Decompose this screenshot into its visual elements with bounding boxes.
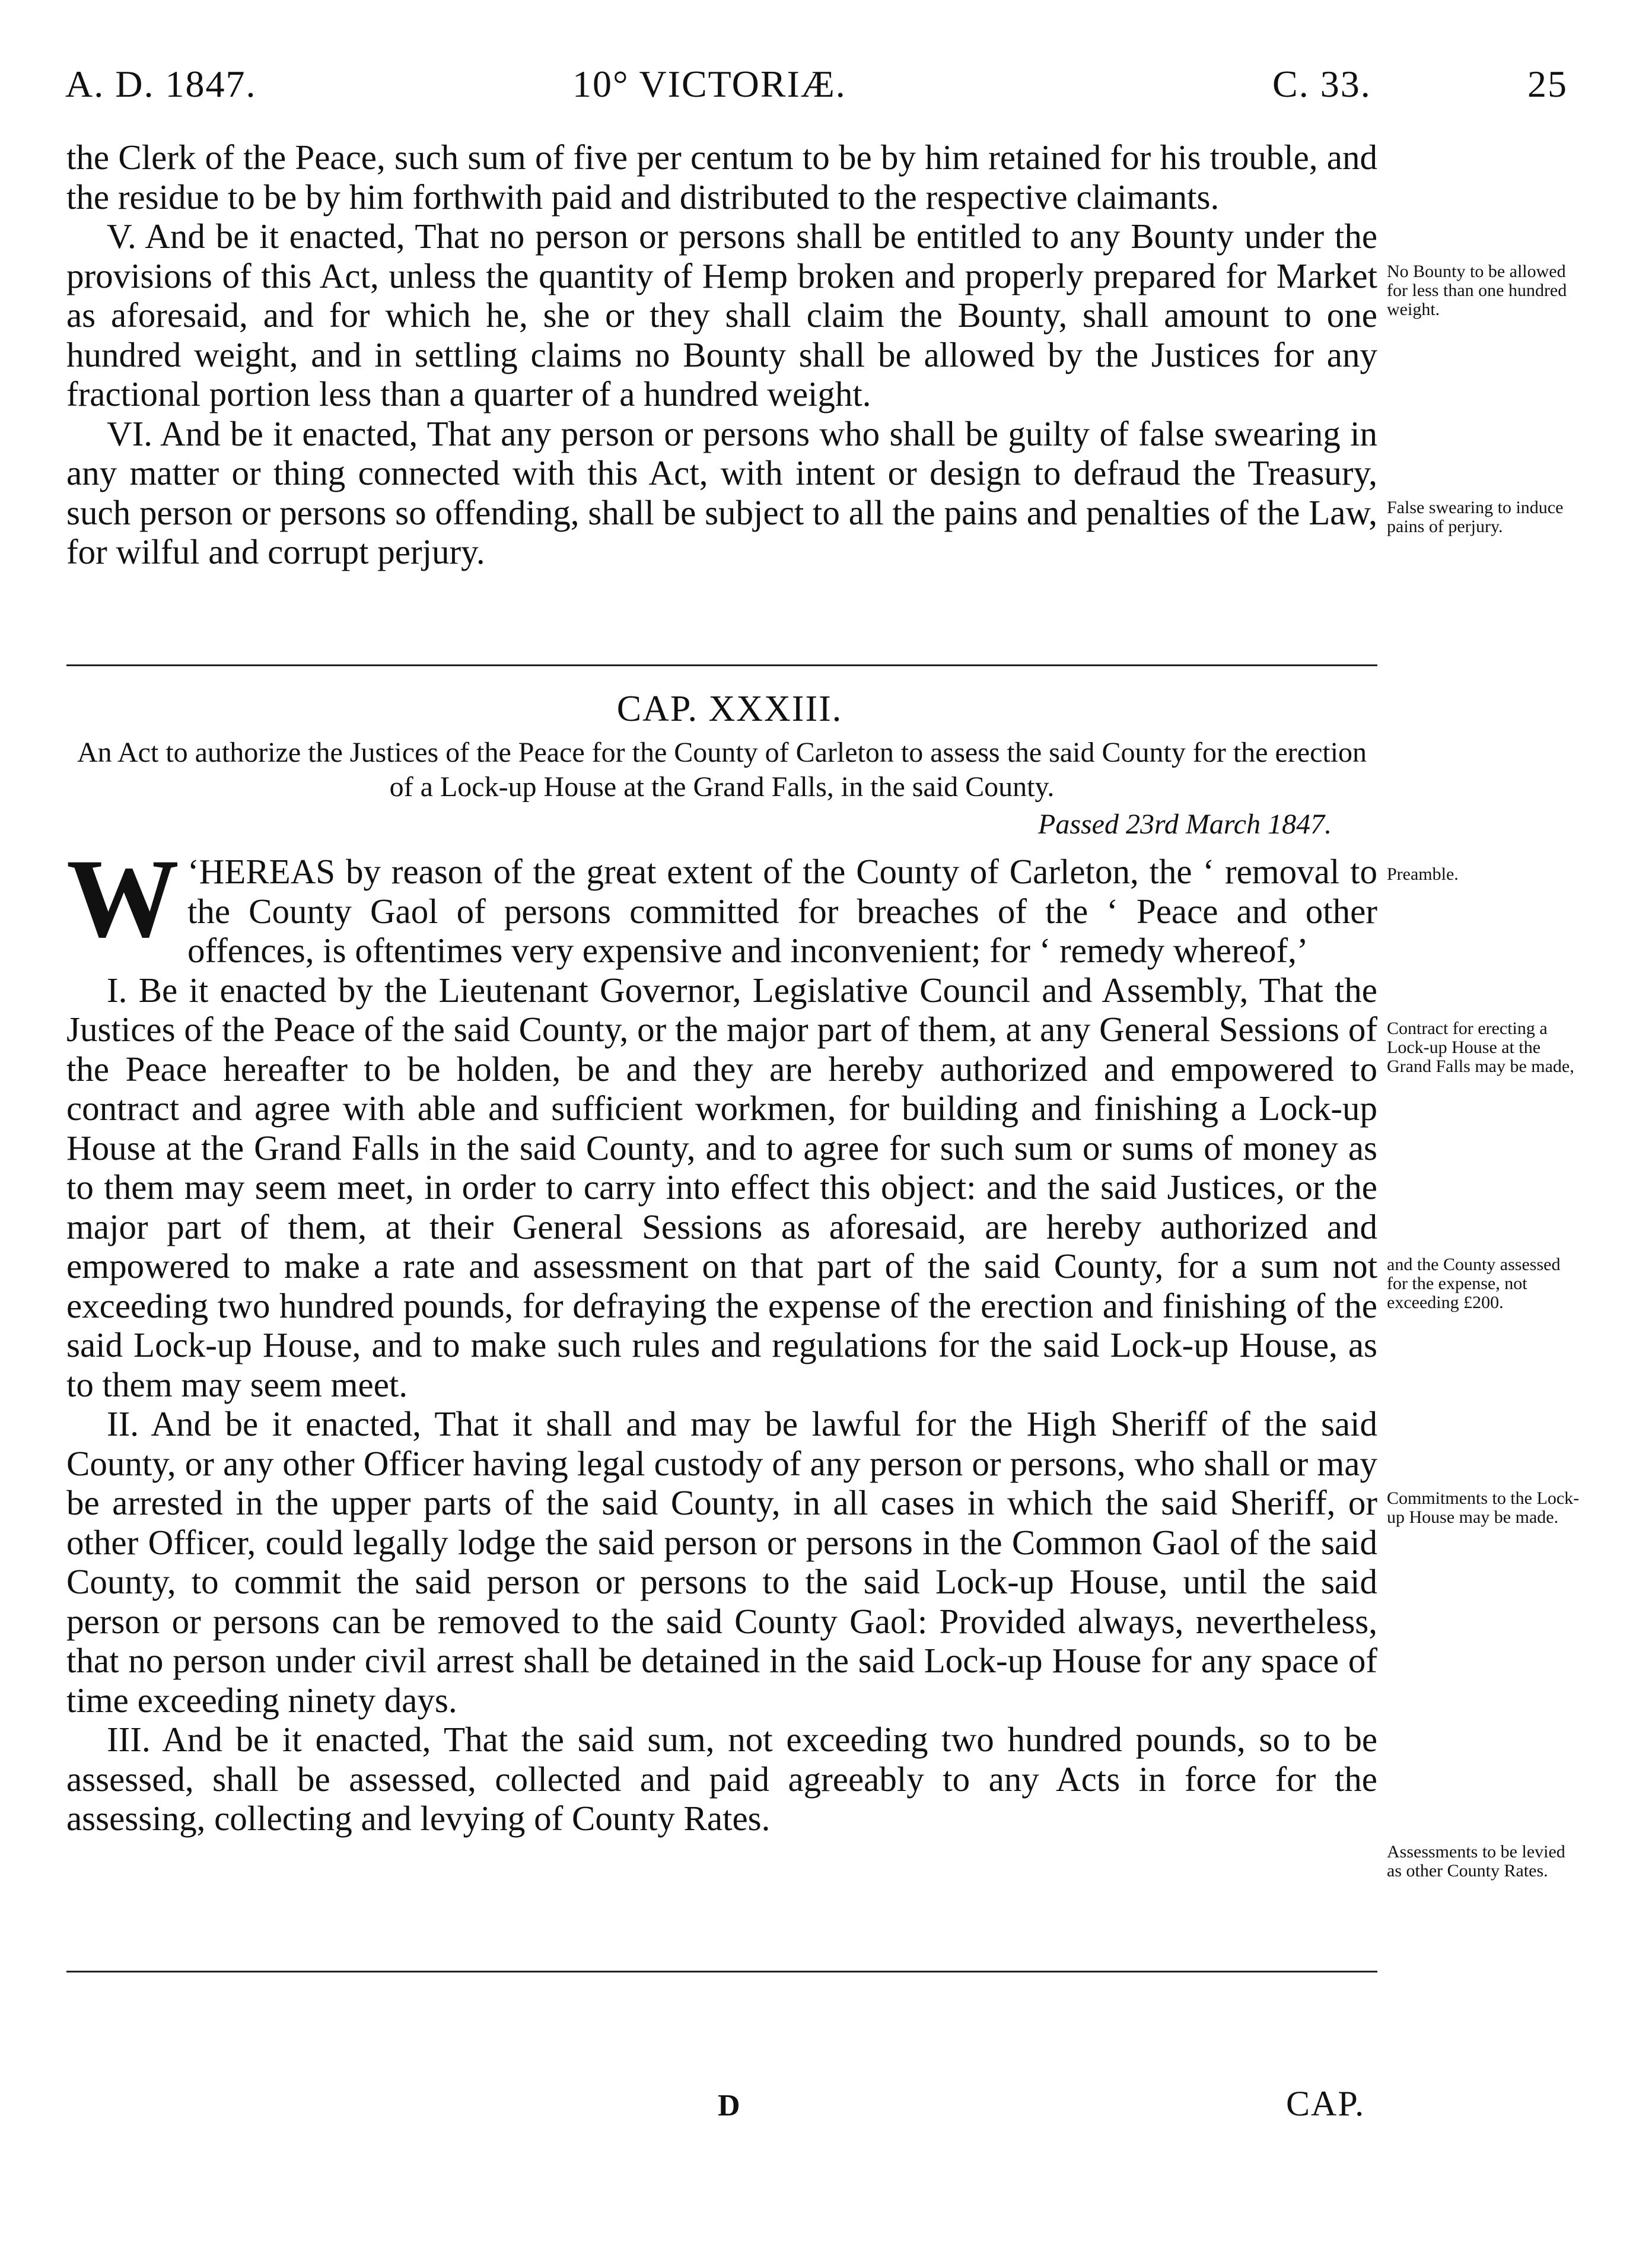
preamble-text: HEREAS by reason of the great extent of the County of Carleton, the ‘ removal to the County Gaol of persons committed for breaches of the ‘ Peace and other offences, is oftentimes very expensive and inconvenient; for ‘ remedy whereof,’ (187, 852, 1377, 970)
margin-note-section-2: Commitments to the Lock-up House may be made. (1387, 1488, 1580, 1527)
margin-note-section-5: No Bounty to be allowed for less than one hundred weight. (1387, 262, 1567, 319)
margin-note-section-3: Assessments to be levied as other County Rates. (1387, 1842, 1565, 1881)
margin-note-section-6: False swearing to induce pains of perjury. (1387, 498, 1564, 536)
signature-mark: D (718, 2089, 740, 2123)
preamble-open-quote: ‘ (187, 852, 199, 891)
section-5: V. And be it enacted, That no person or persons shall be entitled to any Bounty under the provisions of this Act, unless the quantity of Hemp broken and properly prepared for Market as aforesaid, and for which he, she or they shall claim the Bounty, shall amount to one hundred weight, and in settling claims no Bounty shall be allowed by the Justices for any fractional portion less than a quarter of a hundred weight. (66, 217, 1377, 413)
previous-act-text (66, 138, 1377, 572)
preamble (66, 836, 1377, 971)
drop-cap: W (66, 836, 179, 961)
section-1: I. Be it enacted by the Lieutenant Governor, Legislative Council and Assembly, That the Justices of the Peace of the said County, or the major part of them, at any General Sessions of the Peace hereafter to be holden, be and they are hereby authorized and empowered to contract and agree with able and sufficient workmen, for building and finishing a Lock-up House at the Grand Falls in the said County, and to agree for such sum or sums of money as to them may seem meet, in order to carry into effect this object: and the said Justices, or the major part of them, at their General Sessions as aforesaid, are hereby authorized and empowered to make a rate and assessment on that part of the said County, for a sum not exceeding two hundred pounds, for defraying the expense of the erection and finishing of the said Lock-up House, and to make such rules and regulations for the said Lock-up House, as to them may seem meet. (66, 970, 1377, 1404)
act-long-title: An Act to authorize the Justices of the Peace for the County of Carleton to assess the said County for the erection of a Lock-up House at the Grand Falls, in the said County. (77, 737, 1367, 803)
page-number: 25 (1527, 63, 1568, 105)
continued-paragraph: the Clerk of the Peace, such sum of five per centum to be by him retained for his trouble, and the residue to be by him forthwith paid and distributed to the respective claimants. (66, 138, 1377, 217)
section-2: II. And be it enacted, That it shall and may be lawful for the High Sheriff of the said County, or any other Officer having legal custody of any person or persons, who shall or may be arrested in the upper parts of the said County, in all cases in which the said Sheriff, or other Officer, could legally lodge the said person or persons in the Common Gaol of the said County, to commit the said person or persons to the said Lock-up House, until the said person or persons can be removed to the said County Gaol: Provided always, nevertheless, that no person under civil arrest shall be detained in the said Lock-up House for any space of time exceeding ninety days. (66, 1404, 1377, 1720)
chapter-title: CAP. XXXIII. (616, 689, 843, 729)
end-rule (66, 1971, 1377, 1972)
act-text (66, 836, 1377, 1838)
header-year: A. D. 1847. (65, 63, 257, 105)
header-chapter: C. 33. (1272, 63, 1371, 105)
passed-date: Passed 23rd March 1847. (1038, 809, 1332, 840)
catchword: CAP. (1286, 2084, 1365, 2123)
section-6: VI. And be it enacted, That any person or persons who shall be guilty of false swearing in any matter or thing connected with this Act, with intent or design to defraud the Treasury, such person or persons so offending, shall be subject to all the pains and penalties of the Law, for wilful and corrupt perjury. (66, 413, 1377, 571)
header-regnal-year: 10° VICTORIÆ. (572, 63, 846, 105)
margin-note-section-1b: and the County assessed for the expense, not exceeding £200. (1387, 1255, 1561, 1312)
margin-note-preamble: Preamble. (1387, 864, 1459, 884)
section-3: III. And be it enacted, That the said sum, not exceeding two hundred pounds, so to be assessed, shall be assessed, collected and paid agreeably to any Acts in force for the assessing, collecting and levying of County Rates. (66, 1720, 1377, 1838)
section-divider (66, 664, 1377, 666)
margin-note-section-1a: Contract for erecting a Lock-up House at the Grand Falls may be made, (1387, 1019, 1574, 1076)
